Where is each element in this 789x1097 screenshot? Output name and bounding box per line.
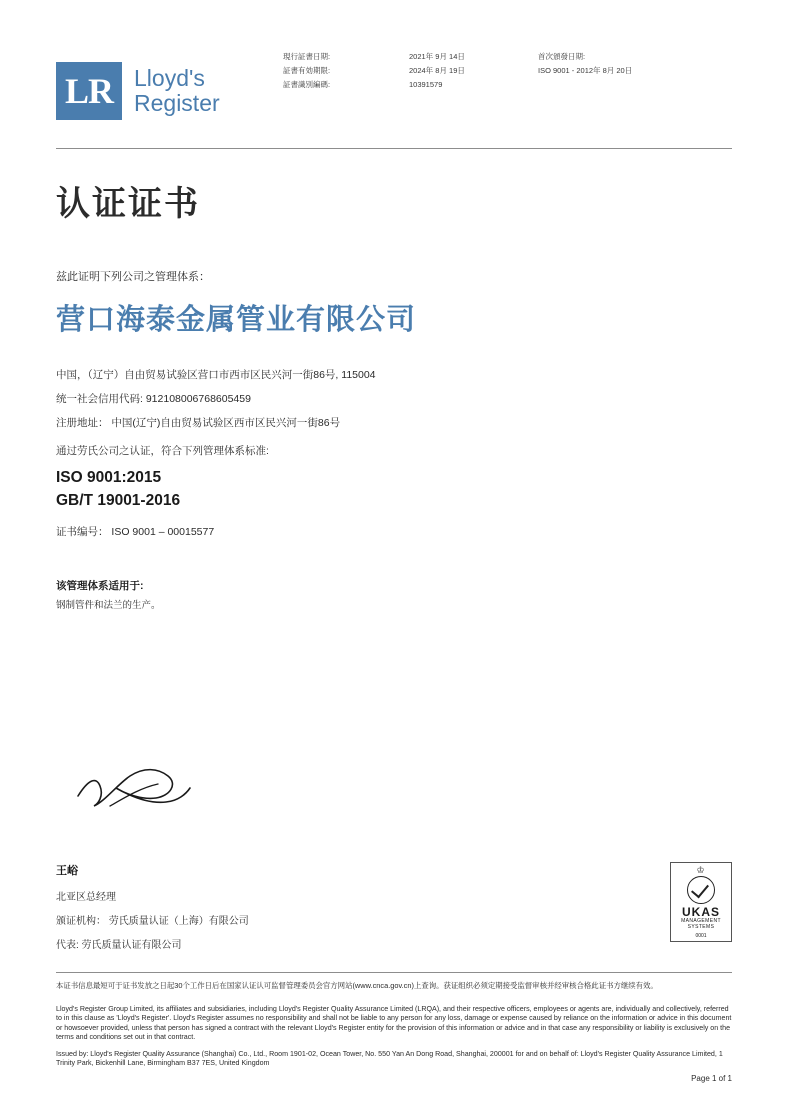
meta-label: 現行証書日期:	[283, 52, 331, 61]
certificate-number-value: ISO 9001 – 00015577	[111, 526, 215, 538]
ukas-wordmark: UKAS	[681, 905, 720, 919]
meta-value: 2021年 9月 14日	[409, 52, 465, 61]
meta-label: 証書識別編碼:	[283, 80, 331, 89]
handwritten-signature	[74, 762, 194, 814]
header-meta-right	[538, 50, 632, 78]
crown-icon: ♔	[696, 865, 706, 875]
page-title: 认证证书	[56, 185, 200, 223]
ukas-subtitle-line2: SYSTEMS	[687, 924, 715, 930]
ukas-number: 0001	[695, 933, 707, 939]
meta-row	[283, 78, 465, 92]
page-number: Page 1 of 1	[691, 1074, 732, 1083]
brand-name-line1: Lloyd's	[134, 65, 205, 91]
header-divider	[56, 148, 732, 149]
company-name: 营口海泰金属管业有限公司	[56, 304, 417, 336]
brand-name-line2: Register	[134, 90, 220, 116]
scope-title: 该管理体系适用于:	[56, 580, 144, 592]
intro-text: 兹此证明下列公司之管理体系：	[56, 271, 210, 283]
scope-text: 钢制管件和法兰的生产。	[56, 600, 161, 611]
certificate-number-row	[56, 524, 214, 539]
issuer-line: 颁证机构： 劳氏质量认证（上海）有限公司	[56, 916, 249, 927]
meta-value: 2024年 8月 19日	[409, 66, 465, 75]
ukas-accreditation-mark	[670, 862, 732, 942]
meta-value: 10391579	[409, 80, 443, 89]
footer-chinese-note: 本证书信息最短可于证书发放之日起30个工作日后在国家认证认可监督管理委员会官方网站(www.cnca.gov.cn)上查询。获证组织必须定期接受监督审核并经审核合格此证书方继续有效。	[56, 981, 658, 990]
standard-item: ISO 9001:2015	[56, 469, 162, 486]
meta-label: 首次頒發日期:	[538, 52, 586, 61]
standards-list	[56, 466, 180, 512]
signer-title: 北亚区总经理	[56, 892, 116, 903]
representative-line: 代表: 劳氏质量认证有限公司	[56, 940, 182, 951]
signer-details	[56, 886, 249, 958]
address-block	[56, 363, 376, 435]
standard-item: GB/T 19001-2016	[56, 492, 181, 509]
certificate-number-label: 证书编号：	[56, 526, 109, 538]
issued-by-paragraph: Issued by: Lloyd's Register Quality Assurance (Shanghai) Co., Ltd., Room 1901-02, Ocean Tower, No. 550 Yan An Dong Road, Shanghai, 200001 for and on behalf of: Lloyd's Register Quality Assurance Limited, 1 Trinity Park, Bickenhill Lane, Birmingham B37 7ES, United Kingdom	[56, 1049, 723, 1068]
checkmark-icon	[687, 876, 715, 904]
meta-row	[283, 50, 465, 64]
meta-value: ISO 9001 - 2012年 8月 20日	[538, 66, 633, 75]
footer-english-disclaimer	[56, 1005, 732, 1075]
address-line: 中国，（辽宁）自由贸易试验区营口市西市区民兴河一街86号, 115004	[56, 369, 376, 381]
meta-label: 証書有効期限:	[283, 66, 331, 75]
meta-row	[538, 50, 632, 64]
header-meta-left	[283, 50, 465, 92]
lloyds-register-logo	[56, 62, 220, 120]
footer-divider	[56, 972, 732, 973]
ukas-subtitle-line1: MANAGEMENT	[681, 918, 721, 924]
signer-name: 王峪	[56, 865, 78, 877]
disclaimer-paragraph: Lloyd's Register Group Limited, its affiliates and subsidiaries, including Lloyd's Register Quality Assurance Limited (LRQA), and their respective officers, employees or agents are, individually and collectively, referred to in this clause as 'Lloyd's Register'. Lloyd's Register assumes no responsibility and shall not be liable to any person for any loss, damage or expense caused by reliance on the information or advice in this document or howsoever provided, unless that person has signed a contract with the relevant Lloyd's Register entity for the provision of this information or advice and in that case any responsibility or liability is exclusively on the terms and conditions set out in that contract.	[56, 1005, 732, 1042]
document-header	[0, 0, 789, 148]
lr-logo-mark	[56, 62, 122, 120]
meta-row	[538, 64, 632, 78]
ukas-subtitle	[671, 918, 731, 930]
credit-code-line: 统一社会信用代码: 912108006768605459	[56, 393, 251, 405]
lr-monogram: LR	[64, 71, 113, 111]
standards-lead-text: 通过劳氏公司之认证，符合下列管理体系标准:	[56, 445, 269, 457]
registered-address-line: 注册地址： 中国(辽宁)自由贸易试验区西市区民兴河一街86号	[56, 417, 341, 429]
brand-name	[134, 66, 220, 116]
meta-row	[283, 64, 465, 78]
